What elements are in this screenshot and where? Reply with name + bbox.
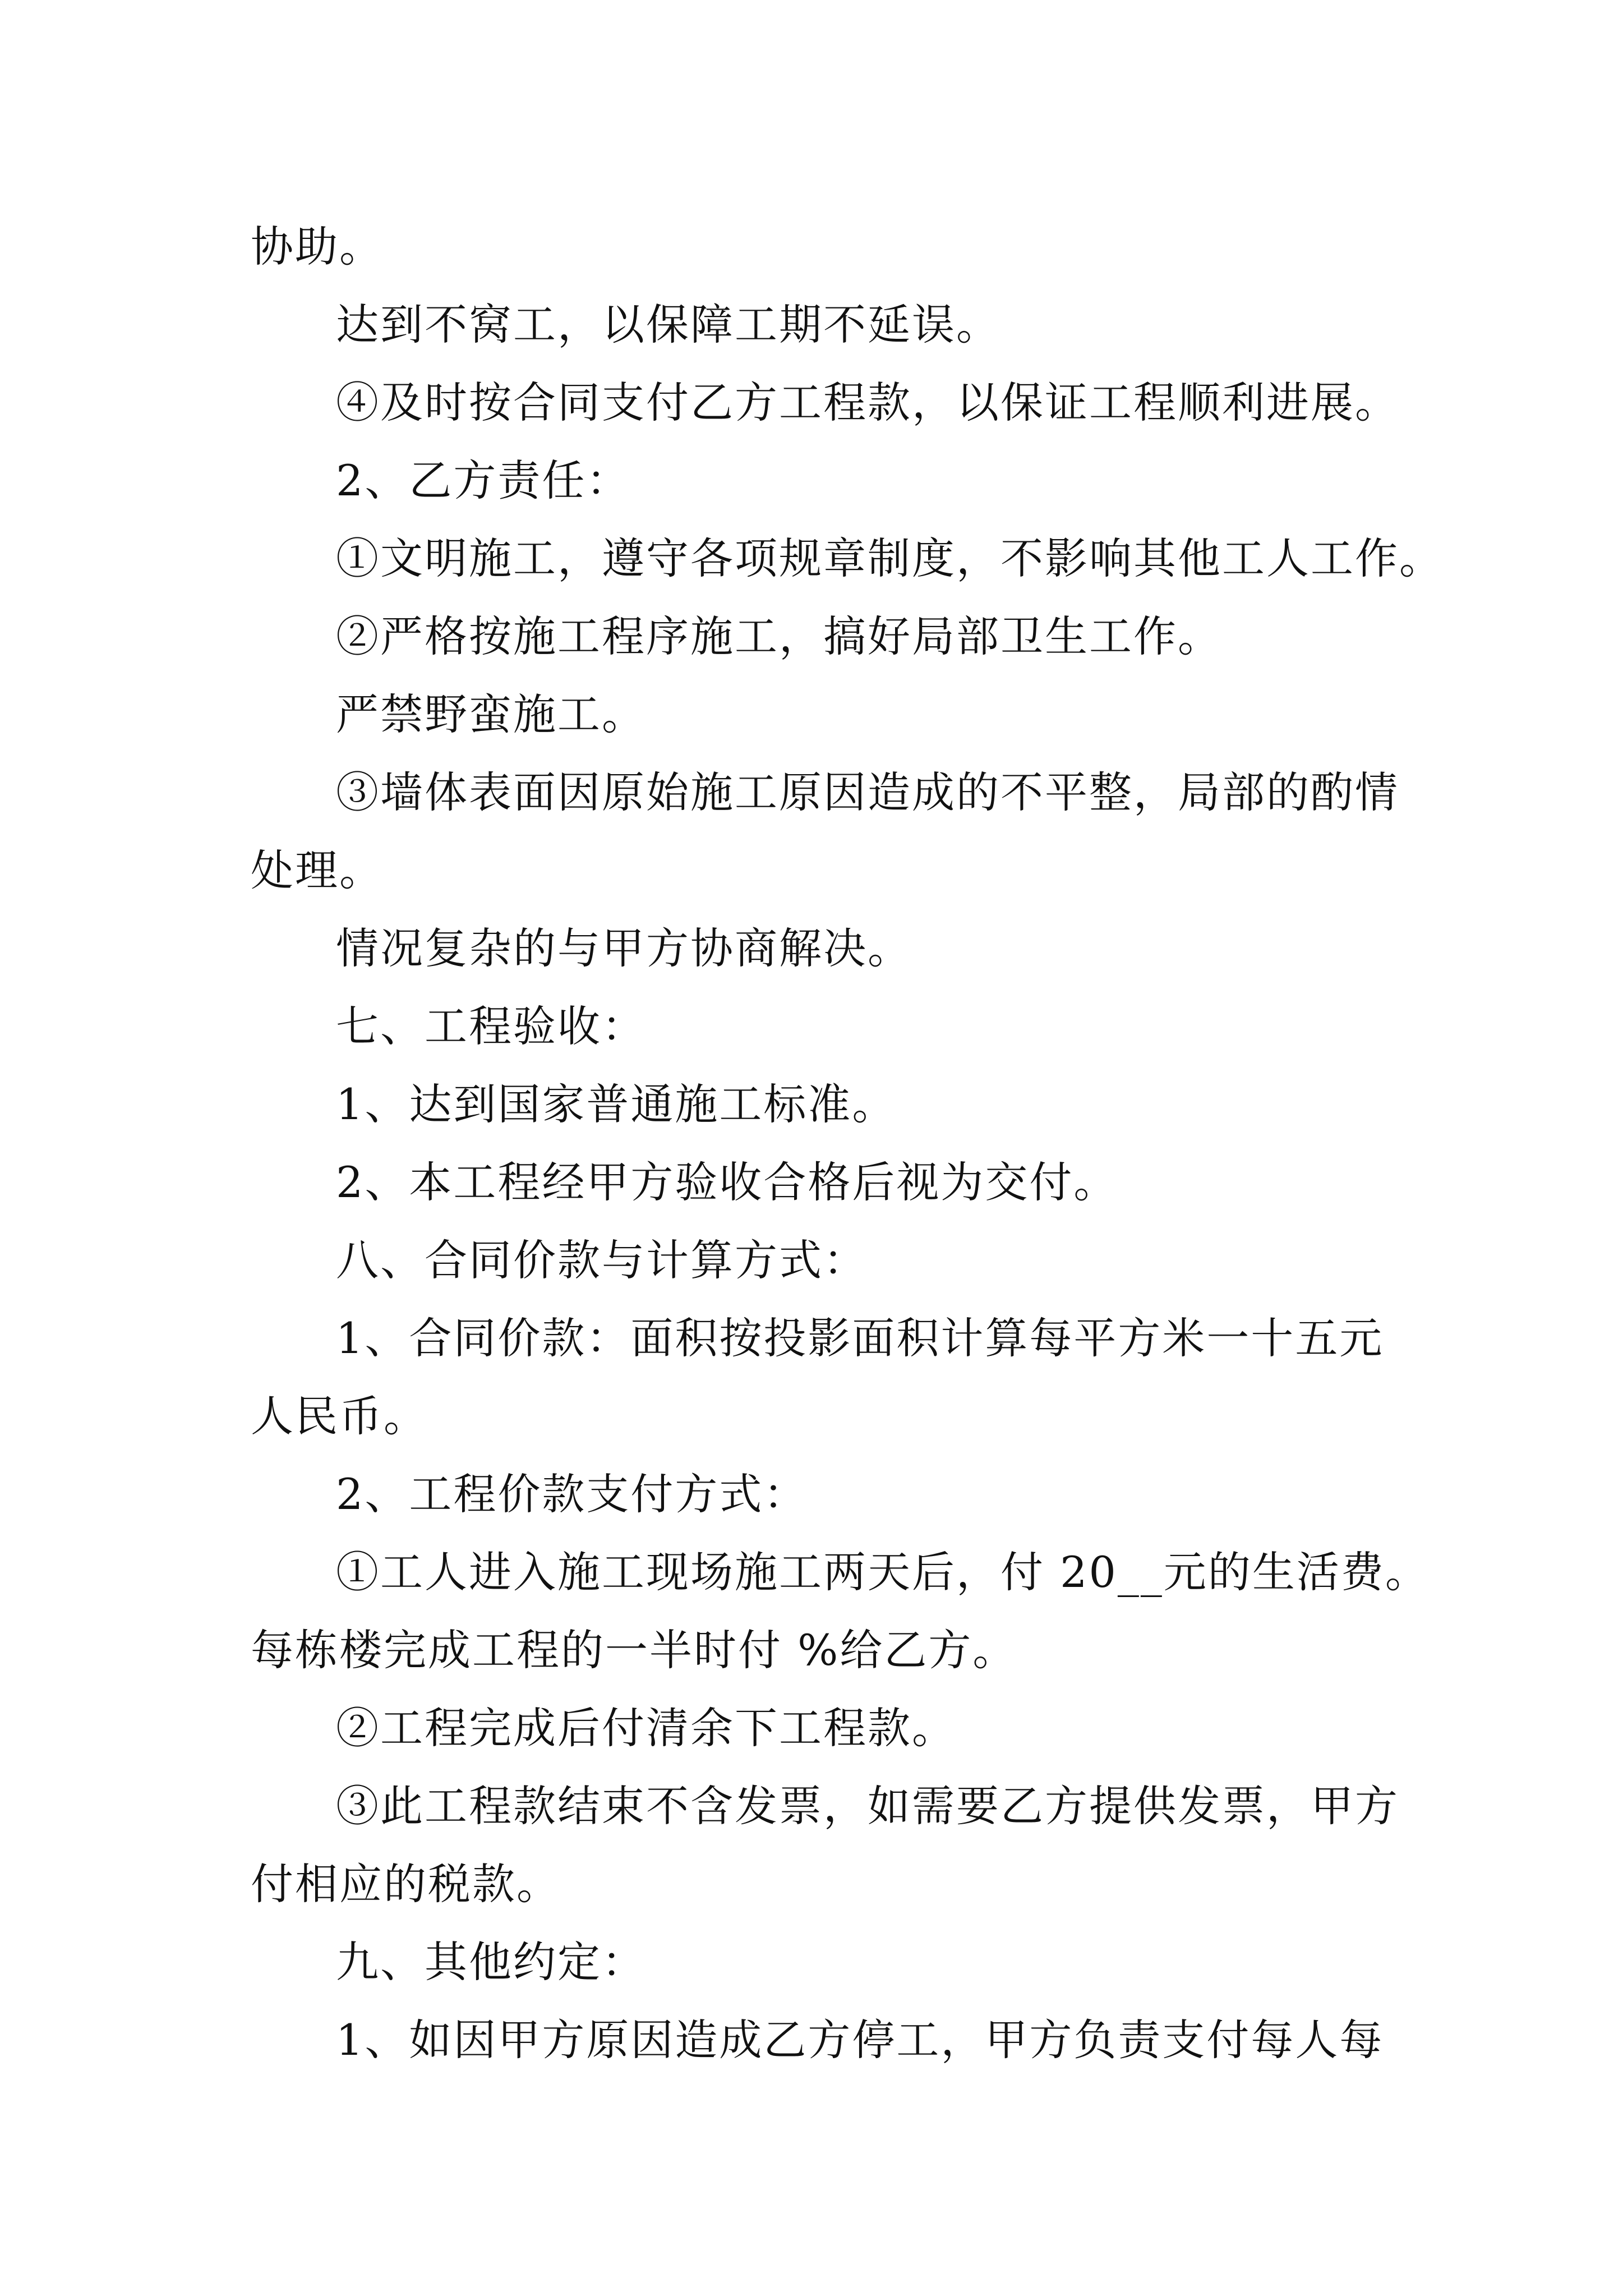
text-line-13: 2、本工程经甲方验收合格后视为交付。	[336, 1157, 1118, 1207]
section-heading-other-terms: 九、其他约定：	[336, 1937, 646, 1987]
text-line-8: ③墙体表面因原始施工原因造成的不平整，局部的酌情	[336, 767, 1399, 817]
text-line-20: ②工程完成后付清余下工程款。	[336, 1703, 956, 1753]
text-line-5: ①文明施工，遵守各项规章制度，不影响其他工人工作。	[336, 533, 1444, 583]
text-line-21: ③此工程款结束不含发票，如需要乙方提供发票，甲方	[336, 1781, 1399, 1831]
section-heading-price: 八、合同价款与计算方式：	[336, 1235, 868, 1285]
document-body	[251, 208, 1444, 2079]
text-line-15: 1、合同价款：面积按投影面积计算每平方米一十五元	[336, 1313, 1384, 1363]
text-line-9: 处理。	[251, 845, 384, 895]
text-line-1: 协助。	[251, 222, 384, 272]
text-line-6: ②严格按施工程序施工，搞好局部卫生工作。	[336, 611, 1222, 661]
text-line-19: 每栋楼完成工程的一半时付 %给乙方。	[251, 1625, 1017, 1675]
text-line-10: 情况复杂的与甲方协商解决。	[336, 923, 912, 973]
text-line-24: 1、如因甲方原因造成乙方停工，甲方负责支付每人每	[336, 2015, 1384, 2065]
text-line-18: ①工人进入施工现场施工两天后，付 20__元的生活费。	[336, 1547, 1430, 1597]
text-line-22: 付相应的税款。	[251, 1859, 561, 1909]
text-line-3: ④及时按合同支付乙方工程款，以保证工程顺利进展。	[336, 378, 1399, 427]
text-line-2: 达到不窝工，以保障工期不延误。	[336, 300, 1000, 349]
text-line-7: 严禁野蛮施工。	[336, 689, 646, 739]
text-line-12: 1、达到国家普通施工标准。	[336, 1079, 897, 1129]
section-heading-party-b-responsibility: 2、乙方责任：	[336, 455, 631, 505]
text-line-16: 人民币。	[251, 1391, 428, 1441]
section-heading-payment-method: 2、工程价款支付方式：	[336, 1469, 808, 1519]
section-heading-acceptance: 七、工程验收：	[336, 1001, 646, 1051]
